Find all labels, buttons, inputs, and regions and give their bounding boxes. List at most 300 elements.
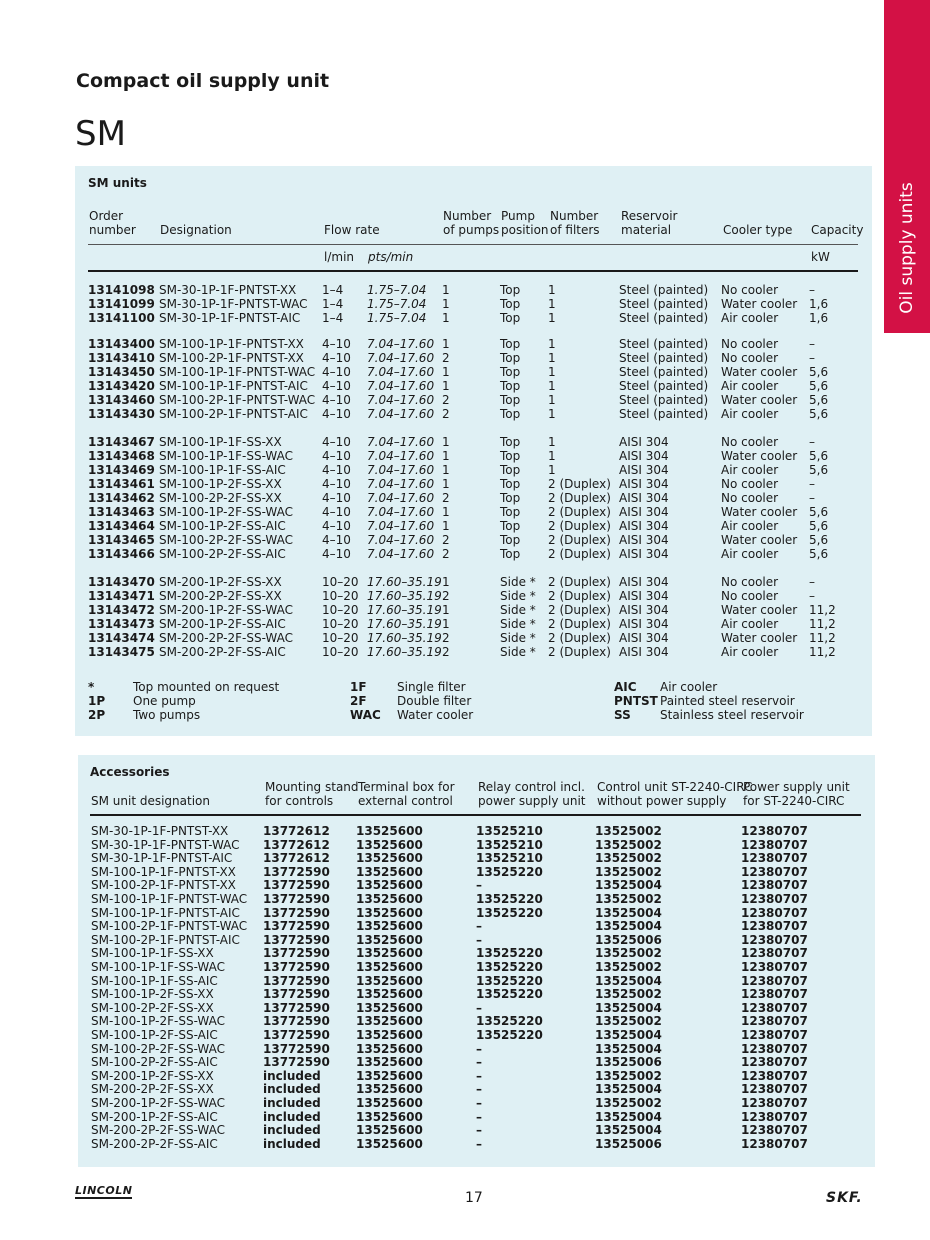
sm-capacity: 11,2: [809, 631, 836, 645]
sm-capacity: 5,6: [809, 547, 829, 561]
sm-flow-pts: 7.04–17.60: [367, 351, 435, 365]
sm-order-number: 13143464: [88, 519, 155, 533]
acc-control-unit: 13525002: [595, 1014, 662, 1029]
sm-flow-pts: 17.60–35.19: [367, 589, 442, 603]
acc-control-unit: 13525006: [595, 1055, 662, 1070]
sm-cooler-type: Air cooler: [721, 407, 779, 421]
sm-filters: 2 (Duplex): [548, 477, 611, 491]
sm-flow-lmin: 1–4: [322, 311, 344, 325]
unit-lmin: l/min: [324, 250, 355, 264]
sm-flow-lmin: 4–10: [322, 547, 351, 561]
acc-power-supply-unit: 12380707: [741, 932, 808, 947]
acc-mounting-stand: 13772590: [263, 1055, 330, 1070]
sm-capacity: –: [809, 337, 815, 351]
acc-terminal-box: 13525600: [356, 892, 423, 906]
sm-flow-pts: 7.04–17.60: [367, 365, 435, 379]
sm-filters: 2 (Duplex): [548, 491, 611, 505]
sm-capacity: 5,6: [809, 449, 829, 463]
acc-control-unit: 13525004: [595, 1028, 662, 1042]
sm-pump-position: Top: [500, 463, 521, 477]
sm-flow-pts: 7.04–17.60: [367, 463, 435, 477]
sm-flow-lmin: 1–4: [322, 297, 344, 311]
sm-capacity: 5,6: [809, 533, 829, 547]
sm-reservoir-material: AISI 304: [619, 533, 669, 547]
sm-designation: SM-100-1P-1F-SS-WAC: [159, 449, 294, 463]
sm-flow-lmin: 4–10: [322, 505, 351, 519]
sm-designation: SM-100-1P-1F-PNTST-AIC: [159, 379, 308, 393]
sm-reservoir-material: AISI 304: [619, 505, 669, 519]
acc-power-supply-unit: 12380707: [741, 987, 808, 1002]
sm-reservoir-material: Steel (painted): [619, 393, 709, 407]
legend-code: 2F: [350, 694, 367, 708]
sm-order-number: 13143472: [88, 603, 155, 617]
acc-power-supply-unit: 12380707: [741, 851, 808, 866]
sm-flow-lmin: 4–10: [322, 407, 351, 421]
acc-mounting-stand: included: [263, 1082, 321, 1097]
acc-control-unit: 13525002: [595, 987, 662, 1002]
accessories-title: Accessories: [90, 765, 170, 779]
sm-pump-position: Top: [500, 393, 521, 407]
sm-pumps: 1: [442, 311, 450, 325]
sm-designation: SM-200-1P-2F-SS-XX: [159, 575, 282, 589]
acc-terminal-box: 13525600: [356, 946, 423, 961]
sm-order-number: 13143470: [88, 575, 155, 589]
acc-mounting-stand: included: [263, 1068, 321, 1083]
legend-code: SS: [614, 708, 631, 722]
sm-capacity: –: [809, 491, 815, 505]
acc-mounting-stand: 13772590: [263, 932, 330, 947]
acc-mounting-stand: 13772590: [263, 1000, 330, 1015]
acc-mounting-stand: 13772590: [263, 905, 330, 920]
sm-pump-position: Top: [500, 311, 521, 325]
sm-filters: 1: [548, 311, 556, 325]
sm-designation: SM-30-1P-1F-PNTST-WAC: [159, 297, 308, 311]
sm-filters: 2 (Duplex): [548, 617, 611, 631]
sm-flow-pts: 1.75–7.04: [367, 311, 427, 325]
acc-sm-unit-designation: SM-30-1P-1F-PNTST-XX: [91, 824, 229, 838]
sm-cooler-type: Air cooler: [721, 519, 779, 533]
sm-pumps: 1: [442, 519, 450, 533]
sm-pump-position: Top: [500, 365, 521, 379]
acc-control-unit: 13525004: [595, 1000, 662, 1015]
acc-relay-control: –: [476, 1068, 482, 1083]
acc-control-unit: 13525004: [595, 1123, 662, 1138]
sm-reservoir-material: Steel (painted): [619, 297, 709, 311]
acc-power-supply-unit: 12380707: [741, 1136, 808, 1151]
acc-mounting-stand: 13772590: [263, 960, 330, 974]
sm-flow-pts: 7.04–17.60: [367, 533, 435, 547]
acc-power-supply-unit: 12380707: [741, 878, 808, 893]
sm-capacity: 5,6: [809, 463, 829, 477]
acc-control-unit: 13525002: [595, 892, 662, 906]
acc-power-supply-unit: 12380707: [741, 1109, 808, 1124]
legend-description: Top mounted on request: [133, 680, 280, 694]
sm-order-number: 13143465: [88, 533, 155, 547]
acc-power-supply-unit: 12380707: [741, 1082, 808, 1097]
sm-capacity: 5,6: [809, 519, 829, 533]
sm-reservoir-material: Steel (painted): [619, 311, 709, 325]
acc-terminal-box: 13525600: [356, 919, 423, 934]
acc-terminal-box: 13525600: [356, 864, 423, 879]
sm-order-number: 13143469: [88, 463, 155, 477]
page-title: SM: [75, 114, 126, 154]
sm-filters: 2 (Duplex): [548, 575, 611, 589]
acc-sm-unit-designation: SM-200-1P-2F-SS-WAC: [91, 1096, 226, 1110]
legend-description: Single filter: [397, 680, 466, 694]
acc-power-supply-unit: 12380707: [741, 919, 808, 934]
acc-relay-control: 13525220: [476, 973, 543, 988]
acc-power-supply-unit: 12380707: [741, 1000, 808, 1015]
sm-designation: SM-30-1P-1F-PNTST-AIC: [159, 311, 301, 325]
sm-pumps: 1: [442, 379, 450, 393]
sm-order-number: 13143420: [88, 379, 155, 393]
sm-order-number: 13143410: [88, 351, 155, 365]
sm-flow-pts: 7.04–17.60: [367, 393, 435, 407]
sm-pumps: 1: [442, 449, 450, 463]
sm-cooler-type: Air cooler: [721, 547, 779, 561]
sm-designation: SM-100-2P-2F-SS-WAC: [159, 533, 294, 547]
acc-terminal-box: 13525600: [356, 905, 423, 920]
acc-terminal-box: 13525600: [356, 1028, 423, 1042]
acc-sm-unit-designation: SM-30-1P-1F-PNTST-AIC: [91, 851, 233, 866]
sm-pumps: 1: [442, 603, 450, 617]
acc-power-supply-unit: 12380707: [741, 960, 808, 974]
acc-power-supply-unit: 12380707: [741, 905, 808, 920]
sm-order-number: 13143467: [88, 435, 155, 449]
sm-order-number: 13143461: [88, 477, 155, 491]
sm-cooler-type: No cooler: [721, 435, 779, 449]
acc-control-unit: 13525002: [595, 1096, 662, 1110]
acc-sm-unit-designation: SM-200-1P-2F-SS-XX: [91, 1068, 214, 1083]
acc-control-unit: 13525002: [595, 851, 662, 866]
sm-flow-lmin: 10–20: [322, 589, 359, 603]
sm-capacity: –: [809, 575, 815, 589]
sm-pumps: 2: [442, 407, 450, 421]
acc-terminal-box: 13525600: [356, 987, 423, 1002]
sm-reservoir-material: AISI 304: [619, 463, 669, 477]
sm-pump-position: Top: [500, 491, 521, 505]
sm-reservoir-material: AISI 304: [619, 631, 669, 645]
sm-flow-lmin: 4–10: [322, 379, 351, 393]
acc-terminal-box: 13525600: [356, 932, 423, 947]
acc-power-supply-unit: 12380707: [741, 973, 808, 988]
sm-pumps: 1: [442, 575, 450, 589]
acc-mounting-stand: included: [263, 1109, 321, 1124]
sm-header-rule: [88, 244, 858, 245]
sm-units-rule: [88, 270, 858, 272]
sm-cooler-type: Air cooler: [721, 645, 779, 659]
acc-terminal-box: 13525600: [356, 1109, 423, 1124]
sm-cooler-type: No cooler: [721, 337, 779, 351]
sm-capacity: –: [809, 351, 815, 365]
acc-relay-control: 13525220: [476, 987, 543, 1002]
sm-pumps: 2: [442, 589, 450, 603]
sm-capacity: 5,6: [809, 365, 829, 379]
acc-control-unit: 13525002: [595, 946, 662, 961]
acc-header-terminal-box: Terminal box for: [358, 780, 455, 794]
sm-designation: SM-100-2P-1F-PNTST-WAC: [159, 393, 316, 407]
sm-cooler-type: Air cooler: [721, 379, 779, 393]
legend-description: Painted steel reservoir: [660, 694, 795, 708]
sm-pump-position: Top: [500, 533, 521, 547]
legend-description: One pump: [133, 694, 196, 708]
sm-pumps: 1: [442, 337, 450, 351]
acc-sm-unit-designation: SM-100-2P-2F-SS-AIC: [91, 1055, 218, 1070]
sm-reservoir-material: AISI 304: [619, 491, 669, 505]
acc-mounting-stand: included: [263, 1096, 321, 1110]
acc-relay-control: –: [476, 1041, 482, 1056]
sm-header-flow-rate: Flow rate: [324, 223, 380, 237]
sm-flow-lmin: 4–10: [322, 491, 351, 505]
sm-order-number: 13143460: [88, 393, 155, 407]
sm-reservoir-material: Steel (painted): [619, 283, 709, 297]
acc-mounting-stand: 13772612: [263, 837, 330, 852]
acc-control-unit: 13525006: [595, 932, 662, 947]
sm-reservoir-material: AISI 304: [619, 617, 669, 631]
sm-designation: SM-100-1P-2F-SS-AIC: [159, 519, 286, 533]
sm-cooler-type: Air cooler: [721, 311, 779, 325]
sm-header-material: material: [621, 223, 672, 237]
sm-capacity: 5,6: [809, 505, 829, 519]
sm-reservoir-material: Steel (painted): [619, 337, 709, 351]
sm-header-material: Reservoir: [621, 209, 678, 223]
legend-code: 1F: [350, 680, 367, 694]
acc-terminal-box: 13525600: [356, 1014, 423, 1029]
sm-flow-pts: 7.04–17.60: [367, 477, 435, 491]
acc-relay-control: –: [476, 1109, 482, 1124]
acc-mounting-stand: 13772612: [263, 824, 330, 838]
sm-reservoir-material: Steel (painted): [619, 379, 709, 393]
sm-pumps: 1: [442, 463, 450, 477]
sm-filters: 1: [548, 393, 556, 407]
unit-pts: pts/min: [368, 250, 414, 264]
sm-capacity: 11,2: [809, 645, 836, 659]
sm-reservoir-material: Steel (painted): [619, 351, 709, 365]
acc-relay-control: –: [476, 1096, 482, 1110]
sm-pump-position: Top: [500, 283, 521, 297]
sm-pumps: 1: [442, 435, 450, 449]
sm-flow-pts: 7.04–17.60: [367, 519, 435, 533]
sm-pump-position: Top: [500, 297, 521, 311]
acc-mounting-stand: 13772590: [263, 919, 330, 934]
acc-mounting-stand: 13772590: [263, 1041, 330, 1056]
sm-header-filters: of filters: [550, 223, 600, 237]
acc-terminal-box: 13525600: [356, 1123, 423, 1138]
sm-designation: SM-100-2P-1F-PNTST-AIC: [159, 407, 308, 421]
sm-flow-lmin: 1–4: [322, 283, 344, 297]
acc-mounting-stand: 13772590: [263, 892, 330, 906]
acc-mounting-stand: 13772590: [263, 973, 330, 988]
sm-cooler-type: Water cooler: [721, 365, 798, 379]
acc-mounting-stand: 13772590: [263, 1028, 330, 1042]
sm-reservoir-material: AISI 304: [619, 435, 669, 449]
acc-mounting-stand: 13772612: [263, 851, 330, 866]
sm-capacity: –: [809, 435, 815, 449]
acc-relay-control: 13525220: [476, 864, 543, 879]
sm-pumps: 1: [442, 283, 450, 297]
sm-pump-position: Side *: [500, 631, 536, 645]
sm-flow-pts: 7.04–17.60: [367, 547, 435, 561]
sm-cooler-type: Water cooler: [721, 505, 798, 519]
sm-pump-position: Side *: [500, 603, 536, 617]
sm-cooler-type: No cooler: [721, 351, 779, 365]
sm-pump-position: Side *: [500, 617, 536, 631]
acc-terminal-box: 13525600: [356, 824, 423, 838]
sm-capacity: 5,6: [809, 393, 829, 407]
sm-header-filters: Number: [550, 209, 599, 223]
sm-pumps: 2: [442, 533, 450, 547]
acc-sm-unit-designation: SM-100-1P-1F-SS-XX: [91, 946, 214, 961]
sm-flow-lmin: 10–20: [322, 617, 359, 631]
sm-order-number: 13143463: [88, 505, 155, 519]
sm-order-number: 13143468: [88, 449, 155, 463]
sm-pump-position: Top: [500, 337, 521, 351]
sm-order-number: 13141099: [88, 297, 155, 311]
acc-header-mounting-stand: for controls: [265, 794, 334, 808]
acc-header-mounting-stand: Mounting stand: [265, 780, 359, 794]
sm-header-designation: Designation: [160, 223, 232, 237]
sm-filters: 2 (Duplex): [548, 505, 611, 519]
sm-flow-lmin: 10–20: [322, 631, 359, 645]
sm-flow-pts: 17.60–35.19: [367, 575, 442, 589]
sm-flow-pts: 1.75–7.04: [367, 283, 427, 297]
sm-pumps: 1: [442, 505, 450, 519]
acc-power-supply-unit: 12380707: [741, 1096, 808, 1110]
sm-cooler-type: Water cooler: [721, 603, 798, 617]
sm-filters: 1: [548, 337, 556, 351]
sm-flow-pts: 7.04–17.60: [367, 449, 435, 463]
sm-cooler-type: No cooler: [721, 575, 779, 589]
acc-sm-unit-designation: SM-200-2P-2F-SS-AIC: [91, 1136, 218, 1151]
acc-sm-unit-designation: SM-100-1P-1F-PNTST-XX: [91, 864, 236, 879]
sm-flow-pts: 7.04–17.60: [367, 435, 435, 449]
acc-sm-unit-designation: SM-100-2P-2F-SS-WAC: [91, 1041, 226, 1056]
sm-designation: SM-100-2P-1F-PNTST-XX: [159, 351, 304, 365]
legend-description: Water cooler: [397, 708, 474, 722]
sm-filters: 1: [548, 407, 556, 421]
acc-mounting-stand: 13772590: [263, 987, 330, 1002]
acc-relay-control: –: [476, 878, 482, 893]
acc-mounting-stand: 13772590: [263, 946, 330, 961]
sm-flow-pts: 7.04–17.60: [367, 491, 435, 505]
acc-power-supply-unit: 12380707: [741, 892, 808, 906]
legend-description: Double filter: [397, 694, 472, 708]
sm-filters: 2 (Duplex): [548, 631, 611, 645]
acc-control-unit: 13525002: [595, 824, 662, 838]
sm-flow-pts: 17.60–35.19: [367, 617, 442, 631]
legend-code: *: [88, 680, 95, 694]
sm-header-pumps: Number: [443, 209, 492, 223]
acc-relay-control: –: [476, 919, 482, 934]
sm-capacity: 5,6: [809, 407, 829, 421]
acc-power-supply-unit: 12380707: [741, 1055, 808, 1070]
acc-terminal-box: 13525600: [356, 878, 423, 893]
acc-relay-control: –: [476, 1082, 482, 1097]
sm-header-order-number: Order: [89, 209, 124, 223]
sm-order-number: 13143450: [88, 365, 155, 379]
sm-cooler-type: No cooler: [721, 477, 779, 491]
sm-designation: SM-200-2P-2F-SS-AIC: [159, 645, 286, 659]
sm-pump-position: Top: [500, 449, 521, 463]
sm-pumps: 2: [442, 491, 450, 505]
acc-control-unit: 13525004: [595, 905, 662, 920]
sm-header-cooler: Cooler type: [723, 223, 793, 237]
sm-capacity: 11,2: [809, 603, 836, 617]
sm-capacity: –: [809, 283, 815, 297]
side-tab-label: Oil supply units: [897, 182, 917, 314]
sm-order-number: 13143471: [88, 589, 155, 603]
sm-capacity: 1,6: [809, 297, 829, 311]
sm-flow-lmin: 4–10: [322, 337, 351, 351]
sm-capacity: 11,2: [809, 617, 836, 631]
acc-relay-control: 13525220: [476, 1028, 543, 1042]
acc-relay-control: –: [476, 932, 482, 947]
acc-relay-control: 13525220: [476, 905, 543, 920]
acc-relay-control: –: [476, 1136, 482, 1151]
acc-power-supply-unit: 12380707: [741, 1041, 808, 1056]
acc-power-supply-unit: 12380707: [741, 1123, 808, 1138]
sm-filters: 2 (Duplex): [548, 519, 611, 533]
sm-reservoir-material: AISI 304: [619, 477, 669, 491]
legend-code: AIC: [614, 680, 637, 694]
acc-relay-control: 13525210: [476, 837, 543, 852]
sm-flow-pts: 7.04–17.60: [367, 337, 435, 351]
sm-filters: 2 (Duplex): [548, 589, 611, 603]
sm-cooler-type: Water cooler: [721, 449, 798, 463]
sm-pump-position: Top: [500, 379, 521, 393]
sm-designation: SM-200-1P-2F-SS-AIC: [159, 617, 286, 631]
sm-order-number: 13143475: [88, 645, 155, 659]
acc-power-supply-unit: 12380707: [741, 1028, 808, 1042]
sm-flow-lmin: 4–10: [322, 365, 351, 379]
acc-sm-unit-designation: SM-200-2P-2F-SS-XX: [91, 1082, 214, 1097]
sm-cooler-type: No cooler: [721, 589, 779, 603]
acc-sm-unit-designation: SM-30-1P-1F-PNTST-WAC: [91, 837, 240, 852]
sm-filters: 2 (Duplex): [548, 533, 611, 547]
sm-order-number: 13143474: [88, 631, 155, 645]
sm-flow-pts: 17.60–35.19: [367, 631, 442, 645]
sm-pumps: 1: [442, 297, 450, 311]
sm-pumps: 2: [442, 393, 450, 407]
sm-designation: SM-200-2P-2F-SS-WAC: [159, 631, 294, 645]
acc-power-supply-unit: 12380707: [741, 946, 808, 961]
acc-mounting-stand: 13772590: [263, 864, 330, 879]
sm-reservoir-material: AISI 304: [619, 519, 669, 533]
acc-control-unit: 13525004: [595, 973, 662, 988]
sm-designation: SM-100-1P-2F-SS-XX: [159, 477, 282, 491]
acc-control-unit: 13525004: [595, 1109, 662, 1124]
sm-pump-position: Top: [500, 351, 521, 365]
legend-description: Stainless steel reservoir: [660, 708, 804, 722]
sm-designation: SM-100-1P-1F-PNTST-XX: [159, 337, 304, 351]
sm-filters: 1: [548, 435, 556, 449]
sm-flow-lmin: 4–10: [322, 449, 351, 463]
acc-sm-unit-designation: SM-100-2P-1F-PNTST-WAC: [91, 919, 248, 934]
acc-header-control-unit: without power supply: [597, 794, 727, 808]
sm-designation: SM-200-2P-2F-SS-XX: [159, 589, 282, 603]
acc-sm-unit-designation: SM-100-1P-1F-SS-AIC: [91, 973, 218, 988]
sm-filters: 1: [548, 283, 556, 297]
sm-reservoir-material: AISI 304: [619, 449, 669, 463]
sm-filters: 1: [548, 379, 556, 393]
acc-sm-unit-designation: SM-100-2P-2F-SS-XX: [91, 1000, 214, 1015]
acc-sm-unit-designation: SM-200-2P-2F-SS-WAC: [91, 1123, 226, 1138]
sm-designation: SM-100-1P-1F-PNTST-WAC: [159, 365, 316, 379]
sm-reservoir-material: Steel (painted): [619, 365, 709, 379]
sm-filters: 2 (Duplex): [548, 645, 611, 659]
sm-flow-lmin: 4–10: [322, 393, 351, 407]
acc-control-unit: 13525002: [595, 864, 662, 879]
